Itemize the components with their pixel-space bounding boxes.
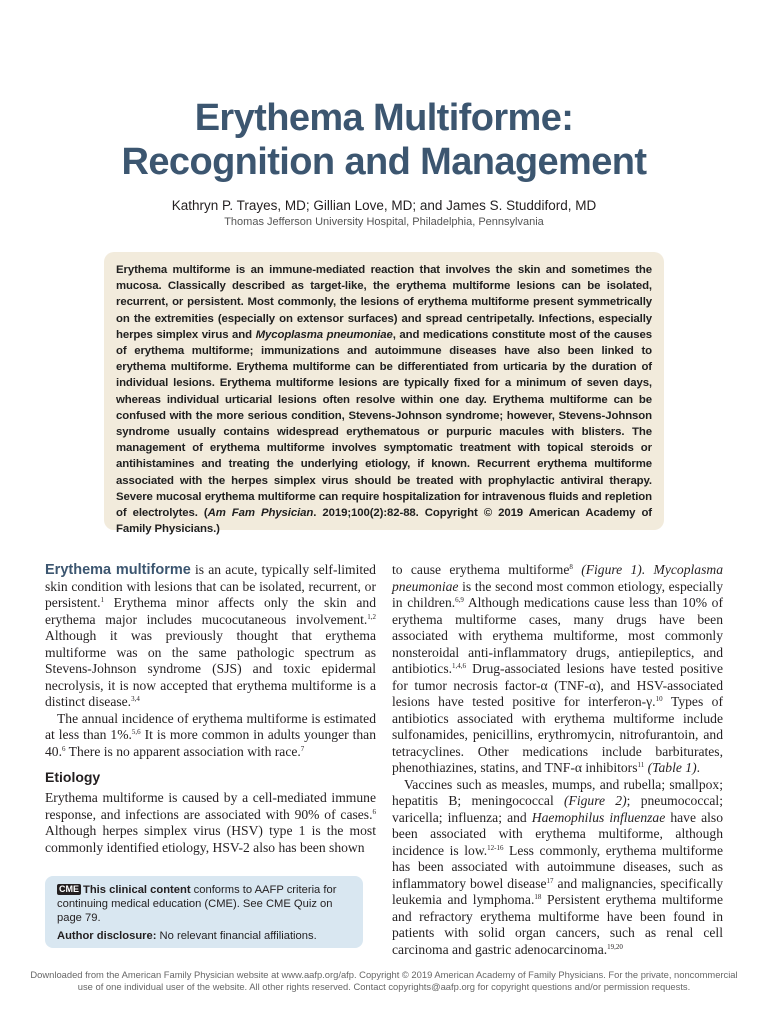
author-disclosure-text: No relevant financial affiliations. (156, 930, 317, 942)
body-text: and malignancies, specifically leukemia and lymphoma. (392, 875, 724, 907)
body-column-left (45, 562, 376, 856)
article-header (0, 96, 768, 229)
table-reference[interactable]: (Table 1) (644, 760, 697, 775)
cme-notice-bold: This clinical content (83, 884, 191, 896)
body-text: The annual incidence of erythema multiforme is estimated at less than 1%. (45, 710, 376, 742)
reference-superscript[interactable]: 7 (300, 744, 305, 753)
article-title-line-1: Erythema Multiforme: (194, 97, 574, 139)
body-text: It is more common in adults younger than 40. (45, 727, 376, 759)
abstract-journal-name: Am Fam Physician (207, 507, 314, 520)
abstract-box (104, 252, 664, 536)
author-disclosure (57, 929, 351, 943)
figure-reference[interactable]: (Figure 1). Mycoplasma pneumoniae (392, 562, 723, 594)
body-text: Less commonly, erythema multiforme has been associated with autoimmune diseases, such as inflammatory bowel disease (392, 842, 723, 891)
reference-superscript[interactable]: 6 (372, 807, 376, 816)
cme-badge: CME (59, 884, 79, 894)
abstract-citation: . 2019;100(2):82-88. Copyright © 2019 American Academy of Family Physicians.) (116, 507, 652, 536)
body-text: ; pneumococcal; varicella; influenza; and (392, 793, 723, 825)
reference-superscript[interactable]: 19,20 (607, 942, 623, 951)
reference-superscript[interactable]: 10 (655, 695, 663, 703)
body-paragraph (45, 711, 376, 761)
body-text: is the second most common etiology, especially in children. (392, 578, 723, 610)
abstract-italic-term: Mycoplasma pneumoniae (255, 328, 393, 341)
body-text: Although herpes simplex virus (HSV) type 1 is the most commonly identified etiology, HSV-2 also has been shown (45, 823, 376, 855)
article-title (0, 96, 768, 184)
body-text: Erythema minor affects only the skin and erythema major includes mucocutaneous involvement. (45, 595, 376, 627)
reference-superscript[interactable]: 1,4,6 (452, 662, 467, 670)
cme-notice (57, 883, 351, 925)
body-text: Vaccines such as measles, mumps, and rubella; smallpox; hepatitis B; meningococcal (392, 776, 723, 808)
body-paragraph (45, 562, 376, 711)
body-paragraph (392, 562, 723, 777)
reference-superscript[interactable]: 11 (637, 761, 645, 769)
reference-superscript[interactable]: 1 (100, 596, 104, 604)
body-text: There is no apparent association with race. (65, 743, 301, 759)
body-text: Persistent erythema multiforme and refractory erythema multiforme have been found in patients with solid organ cancers, such as renal cell carcinoma and gastric adenocarcinoma. (392, 892, 723, 957)
body-text: Types of antibiotics associated with erythema multiforme include sulfonamides, penicillins, erythromycin, nitrofurantoin, and tetracyclines. Other medications include barbiturates, phenothiazines, statins, and TNF-α inhibitors (392, 694, 723, 775)
body-column-right (392, 562, 723, 958)
abstract-text-part: , and medications constitute most of the causes of erythema multiforme; immunizations and autoimmune diseases have also been linked to erythema multiforme. Erythema multiforme can be differentiated from urticaria by the duration of individual lesions. Erythema multiforme lesions are typically fixed for a minimum of seven days, whereas individual urticarial lesions often resolve within one day. Erythema multiforme can be confused with the more serious condition, Stevens-Johnson syndrome; however, Stevens-Johnson syndrome usually contains widespread erythematous or purpuric macules with blisters. The management of erythema multiforme involves symptomatic treatment with topical steroids or antihistamines and treating the underlying etiology, if known. Recurrent erythema multiforme associated with the herpes simplex virus should be treated with prophylactic antiviral therapy. Severe mucosal erythema multiforme can require hospitalization for intravenous fluids and repletion of electrolytes. ( (116, 328, 652, 520)
body-text: is an acute, typically self-limited skin condition with lesions that can be isolated, recurrent, or persistent. (45, 562, 376, 610)
author-list: Kathryn P. Trayes, MD; Gillian Love, MD; and James S. Studdiford, MD (171, 198, 597, 213)
reference-superscript[interactable]: 18 (534, 893, 542, 901)
reference-superscript[interactable]: 8 (569, 563, 573, 571)
reference-superscript[interactable]: 3,4 (131, 695, 140, 703)
author-affiliation: Thomas Jefferson University Hospital, Philadelphia, Pennsylvania (224, 216, 544, 228)
reference-superscript[interactable]: 1,2 (367, 612, 376, 621)
body-paragraph (45, 790, 376, 856)
article-title-line-2: Recognition and Management (121, 141, 647, 183)
reference-superscript[interactable]: 6 (62, 744, 66, 753)
reference-superscript[interactable]: 12-16 (487, 843, 504, 852)
italic-term: Haemophilus influenzae (531, 809, 666, 825)
figure-reference[interactable]: (Figure 2) (564, 793, 627, 808)
body-text: . (696, 760, 701, 775)
body-paragraph (392, 777, 723, 959)
page-footer: Downloaded from the American Family Physician website at www.aafp.org/afp. Copyright © 2019 American Academy of Family Physicians. For the private, noncommercial use of one individual user of the website. All other rights reserved. Contact copyrights@aafp.org for copyright questions and/or permission requests. (30, 969, 738, 992)
lead-term: Erythema multiforme (45, 562, 191, 578)
reference-superscript[interactable]: 6,9 (455, 596, 464, 604)
author-disclosure-label: Author disclosure: (57, 930, 157, 942)
abstract-text-part: Erythema multiforme is an immune-mediated reaction that involves the skin and sometimes the mucosa. Classically described as target-like, the erythema multiforme lesions can be isolated, recurrent, or persistent. Most commonly, the lesions of erythema multiforme present symmetrically on the extremities (especially on extensor surfaces) and spread centripetally. Infections, especially herpes simplex virus and (116, 264, 652, 341)
body-text: Although medications cause less than 10% of erythema multiforme cases, many drugs have been associated with erythema multiforme, most commonly nonsteroidal anti-inflammatory drugs, antiepileptics, and antibiotics. (392, 595, 723, 676)
body-text: Erythema multiforme is caused by a cell-mediated immune response, and infections are associated with 90% of cases. (45, 790, 376, 822)
body-text: to cause erythema multiforme (392, 562, 570, 577)
cme-notice-text: conforms to AAFP criteria for continuing medical education (CME). See CME Quiz on page 79. (57, 884, 337, 924)
abstract-text (116, 262, 652, 537)
cme-notice-box (45, 876, 363, 948)
body-text: Drug-associated lesions have tested positive for tumor necrosis factor-α (TNF-α), and HSV-associated lesions have tested positive for interferon-γ. (392, 661, 723, 709)
body-text: Although it was previously thought that erythema multiforme was on the same pathologic spectrum as Stevens-Johnson syndrome (SJS) and toxic epidermal necrolysis, it is now accepted that erythema multiforme is a distinct disease. (45, 628, 376, 709)
reference-superscript[interactable]: 5,6 (131, 728, 141, 736)
section-heading-etiology: Etiology (45, 769, 101, 785)
reference-superscript[interactable]: 17 (546, 876, 554, 885)
body-text: have also been associated with erythema multiforme, although incidence is low. (392, 809, 723, 858)
